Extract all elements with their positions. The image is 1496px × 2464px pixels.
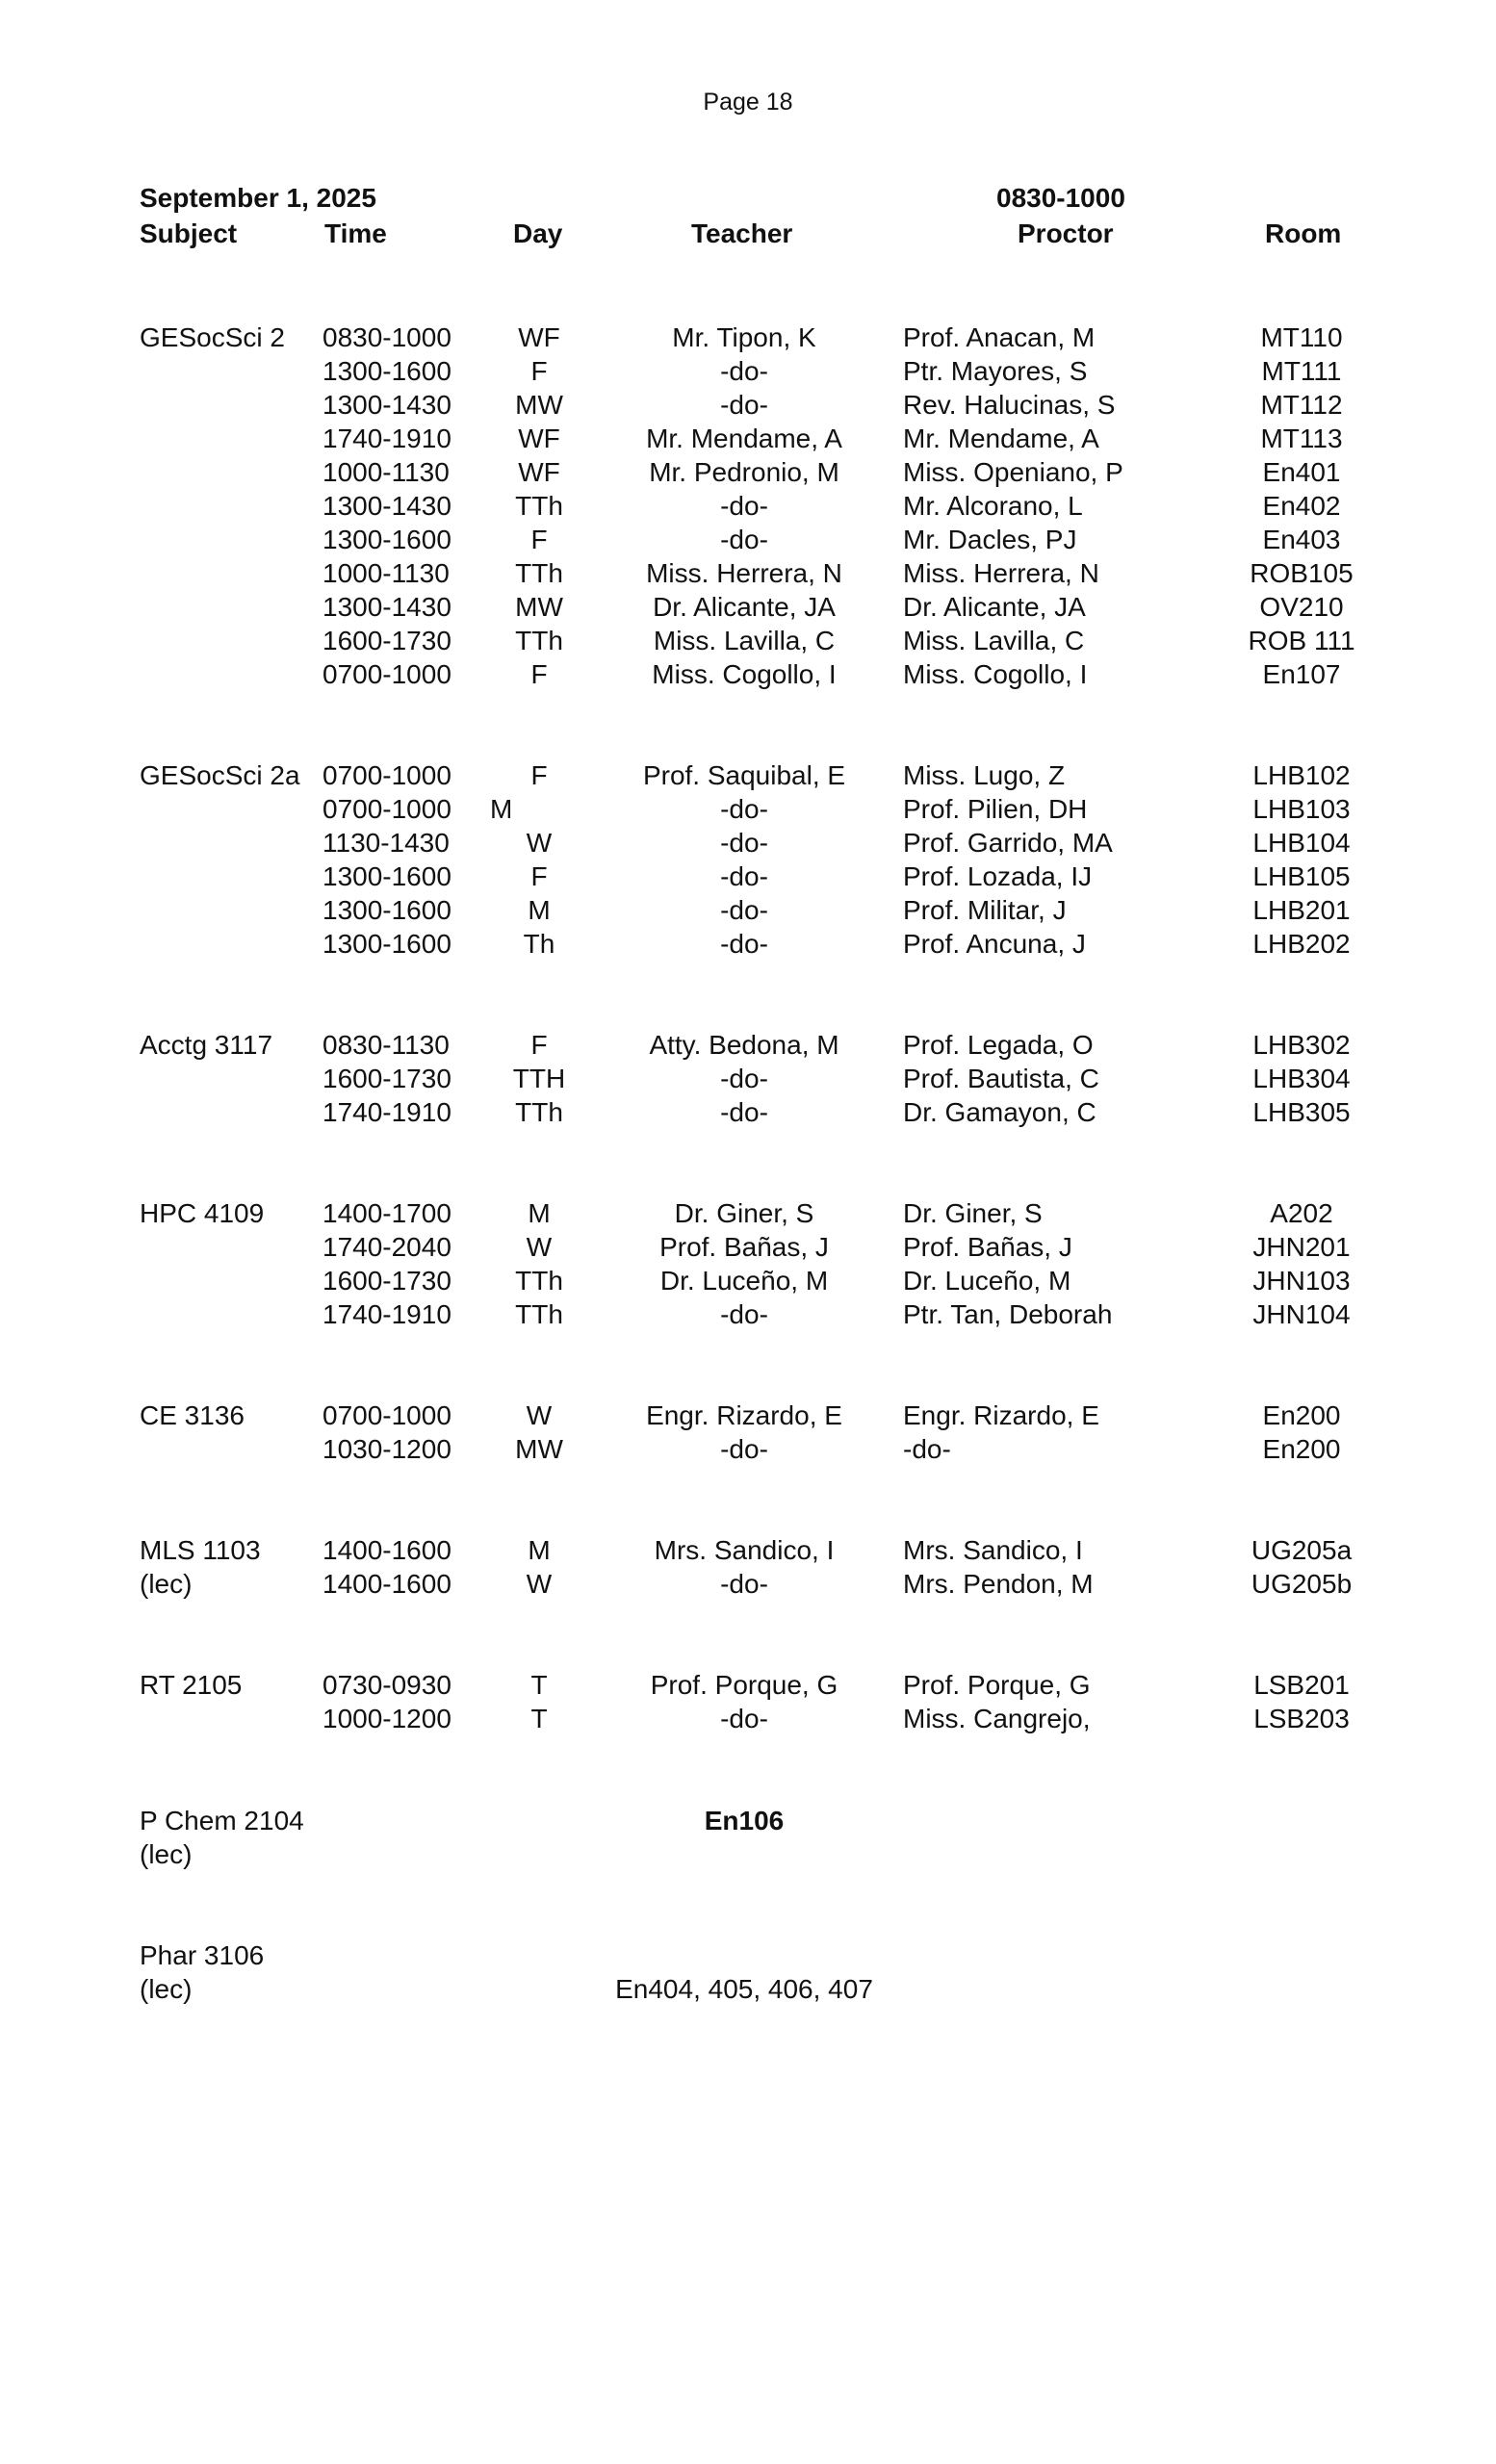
table-row — [0, 1668, 1496, 1702]
col-header-day: Day — [513, 218, 563, 248]
time-cell: 1300-1430 — [322, 491, 451, 521]
teacher-text: -do- — [720, 828, 768, 858]
room-text: MT112 — [1260, 390, 1343, 420]
teacher-text: Mr. Pedronio, M — [649, 457, 839, 487]
proctor-cell: Miss. Openiano, P — [903, 457, 1123, 487]
table-row — [0, 489, 1496, 523]
phar-note: (lec) — [140, 1974, 193, 2004]
proctor-cell: Miss. Cogollo, I — [903, 659, 1088, 689]
time-cell: 1000-1200 — [322, 1704, 451, 1733]
table-row — [0, 455, 1496, 489]
phar-rooms: En404, 405, 406, 407 — [615, 1974, 873, 2004]
proctor-cell: Dr. Alicante, JA — [903, 592, 1086, 622]
teacher-text: Dr. Giner, S — [674, 1198, 814, 1228]
proctor-cell: Prof. Anacan, M — [903, 322, 1096, 352]
proctor-cell: Mr. Mendame, A — [903, 424, 1099, 453]
day-text: TTh — [515, 491, 563, 521]
table-row — [0, 927, 1496, 961]
room-text: ROB105 — [1250, 558, 1354, 588]
room-text: LHB105 — [1252, 861, 1351, 891]
room-text: En402 — [1262, 491, 1341, 521]
day-cell — [490, 792, 512, 826]
room-text: UG205b — [1251, 1569, 1353, 1599]
day-text: W — [526, 1569, 553, 1599]
table-row — [0, 1264, 1496, 1297]
day-text: F — [530, 525, 548, 554]
time-cell: 0830-1000 — [322, 322, 451, 352]
table-row — [0, 1432, 1496, 1466]
pchem-subject: P Chem 2104 — [140, 1806, 304, 1835]
proctor-cell: Mr. Dacles, PJ — [903, 525, 1077, 554]
subject-cell: GESocSci 2 — [140, 322, 285, 352]
col-header-room: Room — [1265, 218, 1342, 248]
time-cell: 1600-1730 — [322, 1266, 451, 1296]
day-text: TTH — [512, 1064, 566, 1093]
teacher-text: Dr. Alicante, JA — [653, 592, 836, 622]
room-text: En403 — [1262, 525, 1341, 554]
table-row — [0, 860, 1496, 893]
proctor-cell: Miss. Herrera, N — [903, 558, 1099, 588]
room-text: MT113 — [1260, 424, 1343, 453]
room-text: LHB302 — [1252, 1030, 1351, 1060]
table-row — [0, 826, 1496, 860]
subject-cell: GESocSci 2a — [140, 760, 300, 790]
proctor-cell: Miss. Lavilla, C — [903, 626, 1085, 655]
day-text: T — [530, 1704, 548, 1733]
teacher-text: -do- — [720, 929, 768, 959]
room-text: LHB103 — [1252, 794, 1351, 824]
teacher-text: Miss. Herrera, N — [646, 558, 842, 588]
proctor-cell: Prof. Garrido, MA — [903, 828, 1113, 858]
room-text: MT111 — [1261, 356, 1342, 386]
proctor-cell: Ptr. Tan, Deborah — [903, 1299, 1113, 1329]
room-text: LHB305 — [1252, 1097, 1351, 1127]
time-cell: 0700-1000 — [322, 659, 451, 689]
teacher-text: Atty. Bedona, M — [649, 1030, 839, 1060]
time-cell: 1600-1730 — [322, 1064, 451, 1093]
teacher-text: -do- — [720, 1569, 768, 1599]
table-row — [0, 1028, 1496, 1062]
day-text: W — [526, 1232, 553, 1262]
teacher-text: -do- — [720, 356, 768, 386]
time-cell: 1740-1910 — [322, 1097, 451, 1127]
col-header-subject: Subject — [140, 218, 238, 248]
teacher-text: Prof. Bañas, J — [659, 1232, 829, 1262]
day-text: F — [530, 861, 548, 891]
table-row — [0, 590, 1496, 624]
time-cell: 0700-1000 — [322, 760, 451, 790]
col-header-time: Time — [324, 218, 387, 248]
proctor-cell: Prof. Lozada, IJ — [903, 861, 1093, 891]
subject-cell: Acctg 3117 — [140, 1030, 273, 1060]
time-cell: 1400-1600 — [322, 1569, 451, 1599]
time-cell: 1300-1600 — [322, 525, 451, 554]
time-cell: 1300-1430 — [322, 390, 451, 420]
room-text: En200 — [1262, 1400, 1341, 1430]
table-row — [0, 624, 1496, 657]
time-cell: 0830-1130 — [322, 1030, 450, 1060]
room-text: OV210 — [1259, 592, 1344, 622]
table-row — [0, 388, 1496, 422]
room-text: ROB 111 — [1248, 626, 1355, 655]
day-text: F — [530, 659, 548, 689]
day-text: MW — [515, 390, 563, 420]
teacher-text: -do- — [720, 1097, 768, 1127]
day-text: WF — [518, 322, 560, 352]
day-text: Th — [523, 929, 555, 959]
table-row — [0, 422, 1496, 455]
time-cell: 1300-1600 — [322, 861, 451, 891]
subject-cell: RT 2105 — [140, 1670, 243, 1700]
room-text: LHB202 — [1252, 929, 1351, 959]
room-text: UG205a — [1251, 1535, 1353, 1565]
subject-cell: MLS 1103 — [140, 1535, 261, 1565]
proctor-cell: Mr. Alcorano, L — [903, 491, 1083, 521]
room-text: JHN103 — [1252, 1266, 1351, 1296]
time-cell: 1600-1730 — [322, 626, 451, 655]
table-row — [0, 893, 1496, 927]
teacher-text: -do- — [720, 1704, 768, 1733]
proctor-cell: Mrs. Pendon, M — [903, 1569, 1094, 1599]
table-row — [0, 1230, 1496, 1264]
col-header-teacher: Teacher — [691, 218, 793, 248]
day-text: TTh — [515, 558, 563, 588]
room-text: A202 — [1270, 1198, 1333, 1228]
room-text: LSB203 — [1253, 1704, 1350, 1733]
exam-time-slot: 0830-1000 — [996, 183, 1125, 213]
day-text: MW — [515, 1434, 563, 1464]
proctor-cell: Dr. Luceño, M — [903, 1266, 1071, 1296]
time-cell: 1740-1910 — [322, 1299, 451, 1329]
table-row — [0, 1095, 1496, 1129]
subject-note-cell: (lec) — [140, 1569, 193, 1599]
teacher-text: Prof. Porque, G — [650, 1670, 838, 1700]
proctor-cell: Ptr. Mayores, S — [903, 356, 1088, 386]
teacher-text: Dr. Luceño, M — [659, 1266, 829, 1296]
table-row — [0, 1567, 1496, 1601]
subject-cell: HPC 4109 — [140, 1198, 265, 1228]
time-cell: 1300-1600 — [322, 929, 451, 959]
proctor-cell: Prof. Pilien, DH — [903, 794, 1088, 824]
exam-date: September 1, 2025 — [140, 183, 376, 213]
room-text: LHB304 — [1252, 1064, 1351, 1093]
room-text: JHN201 — [1252, 1232, 1351, 1262]
subject-cell: CE 3136 — [140, 1400, 245, 1430]
room-text: JHN104 — [1252, 1299, 1351, 1329]
day-text: M — [528, 895, 551, 925]
table-row — [0, 354, 1496, 388]
room-text: MT110 — [1260, 322, 1343, 352]
teacher-text: Engr. Rizardo, E — [646, 1400, 842, 1430]
time-cell: 1300-1430 — [322, 592, 451, 622]
day-text: F — [530, 760, 548, 790]
day-text: TTh — [515, 626, 563, 655]
proctor-cell: Prof. Bautista, C — [903, 1064, 1099, 1093]
time-cell: 1740-1910 — [322, 424, 451, 453]
proctor-cell: Engr. Rizardo, E — [903, 1400, 1099, 1430]
table-row — [0, 321, 1496, 354]
day-text: W — [526, 1400, 553, 1430]
pchem-note: (lec) — [140, 1839, 193, 1869]
time-cell: 1130-1430 — [322, 828, 450, 858]
room-text: LHB104 — [1252, 828, 1351, 858]
day-text: TTh — [515, 1299, 563, 1329]
proctor-cell: Prof. Militar, J — [903, 895, 1067, 925]
room-text: En401 — [1262, 457, 1341, 487]
day-text: M — [528, 1198, 551, 1228]
teacher-text: -do- — [720, 794, 768, 824]
table-row — [0, 1399, 1496, 1432]
proctor-cell: Dr. Gamayon, C — [903, 1097, 1096, 1127]
teacher-text: Miss. Lavilla, C — [653, 626, 836, 655]
teacher-text: Mr. Mendame, A — [646, 424, 842, 453]
time-cell: 1000-1130 — [322, 457, 450, 487]
proctor-cell: Rev. Halucinas, S — [903, 390, 1116, 420]
day-text: F — [530, 356, 548, 386]
proctor-cell: Miss. Lugo, Z — [903, 760, 1066, 790]
proctor-cell: Prof. Ancuna, J — [903, 929, 1086, 959]
proctor-cell: Miss. Cangrejo, — [903, 1704, 1091, 1733]
teacher-text: -do- — [720, 525, 768, 554]
day-text: F — [530, 1030, 548, 1060]
day-text: WF — [518, 424, 560, 453]
day-text: M — [528, 1535, 551, 1565]
day-text: M — [490, 794, 513, 824]
room-text: LSB201 — [1253, 1670, 1350, 1700]
time-cell: 0700-1000 — [322, 794, 451, 824]
pchem-room: En106 — [704, 1806, 785, 1835]
room-text: En107 — [1262, 659, 1341, 689]
teacher-text: -do- — [720, 861, 768, 891]
proctor-cell: Dr. Giner, S — [903, 1198, 1043, 1228]
room-text: En200 — [1262, 1434, 1341, 1464]
table-row — [0, 792, 1496, 826]
table-row — [0, 657, 1496, 691]
teacher-text: -do- — [720, 390, 768, 420]
table-row — [0, 1196, 1496, 1230]
teacher-text: Mr. Tipon, K — [672, 322, 816, 352]
table-row — [0, 556, 1496, 590]
teacher-text: Mrs. Sandico, I — [654, 1535, 835, 1565]
time-cell: 1300-1600 — [322, 356, 451, 386]
col-header-proctor: Proctor — [1018, 218, 1114, 248]
table-row — [0, 1297, 1496, 1331]
day-text: TTh — [515, 1097, 563, 1127]
proctor-cell: Prof. Legada, O — [903, 1030, 1094, 1060]
page-number: Page 18 — [703, 89, 793, 116]
room-text: LHB102 — [1252, 760, 1351, 790]
teacher-text: Prof. Saquibal, E — [642, 760, 846, 790]
day-text: TTh — [515, 1266, 563, 1296]
day-text: MW — [515, 592, 563, 622]
table-row — [0, 1702, 1496, 1735]
proctor-cell: Mrs. Sandico, I — [903, 1535, 1083, 1565]
teacher-text: -do- — [720, 895, 768, 925]
room-text: LHB201 — [1252, 895, 1351, 925]
time-cell: 1400-1700 — [322, 1198, 451, 1228]
time-cell: 0700-1000 — [322, 1400, 451, 1430]
teacher-text: -do- — [720, 1434, 768, 1464]
day-text: W — [526, 828, 553, 858]
time-cell: 0730-0930 — [322, 1670, 451, 1700]
time-cell: 1300-1600 — [322, 895, 451, 925]
proctor-cell: Prof. Bañas, J — [903, 1232, 1072, 1262]
time-cell: 1030-1200 — [322, 1434, 451, 1464]
table-row — [0, 1533, 1496, 1567]
proctor-cell: -do- — [903, 1434, 951, 1464]
teacher-text: -do- — [720, 491, 768, 521]
table-row — [0, 758, 1496, 792]
teacher-text: -do- — [720, 1299, 768, 1329]
day-text: T — [530, 1670, 548, 1700]
time-cell: 1740-2040 — [322, 1232, 451, 1262]
table-row — [0, 1062, 1496, 1095]
time-cell: 1400-1600 — [322, 1535, 451, 1565]
day-text: WF — [518, 457, 560, 487]
table-row — [0, 523, 1496, 556]
proctor-cell: Prof. Porque, G — [903, 1670, 1091, 1700]
phar-subject: Phar 3106 — [140, 1940, 265, 1970]
teacher-text: Miss. Cogollo, I — [652, 659, 837, 689]
teacher-text: -do- — [720, 1064, 768, 1093]
time-cell: 1000-1130 — [322, 558, 450, 588]
